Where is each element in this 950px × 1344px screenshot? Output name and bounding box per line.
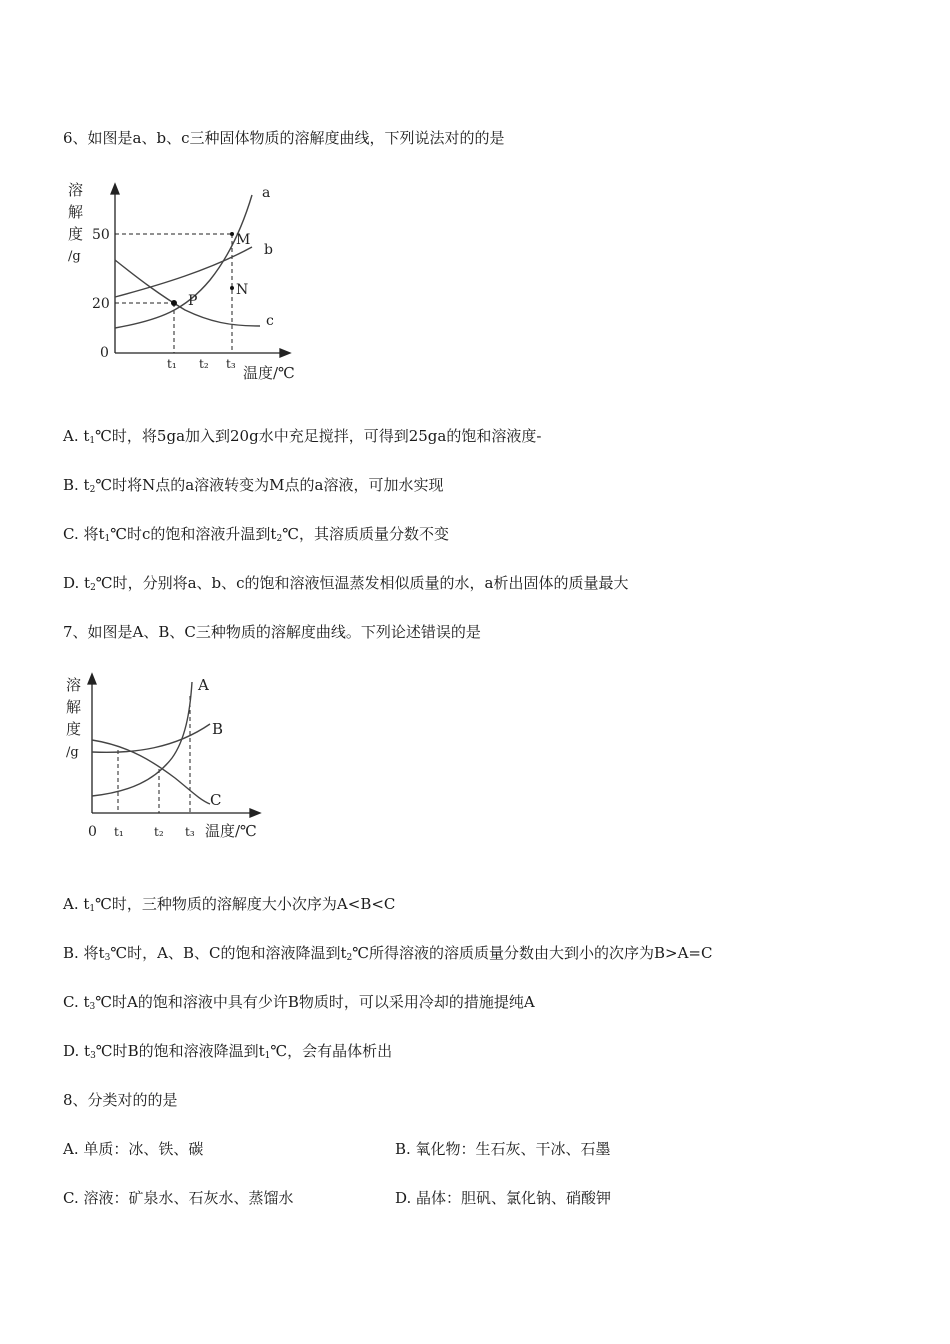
q6-xtick-t1: t₁ (167, 357, 177, 371)
q7-option-b: B. 将$t_3℃$时，A、B、C的饱和溶液降温到$t_2℃$所得溶液的溶质质量分数由大到小的次序为B>A=C (63, 944, 713, 963)
q7-option-c: C. $t_3℃$时A的饱和溶液中具有少许B物质时，可以采用冷却的措施提纯A (63, 993, 535, 1012)
q7-curve-B (92, 724, 210, 752)
q7-curve-C (92, 740, 210, 804)
q7-stem: 7、如图是A、B、C三种物质的溶解度曲线。下列论述错误的是 (63, 623, 481, 641)
q7-xtick-t2: t₂ (154, 825, 164, 839)
q6-ylabel-2: 解 (68, 203, 84, 221)
q6-stem: 6、如图是a、b、c三种固体物质的溶解度曲线，下列说法对的的是 (63, 129, 505, 147)
q8-stem: 8、分类对的的是 (63, 1091, 178, 1109)
q6-xtick-t3: t₃ (226, 357, 236, 371)
q6-ytick-50: 50 (92, 227, 110, 243)
q7-option-d: D. $t_3℃$时B的饱和溶液降温到$t_1℃$，会有晶体析出 (63, 1042, 393, 1061)
q7-curve-label-C: C (210, 791, 222, 809)
q6-origin: 0 (100, 345, 109, 361)
q7-ylabel-4: /g (66, 745, 79, 760)
q7-curve-label-B: B (212, 720, 224, 738)
q7-option-a: A. $t_1℃$时，三种物质的溶解度大小次序为A<B<C (63, 895, 396, 914)
q6-ylabel-3: 度 (68, 225, 84, 243)
q7-xlabel: 温度/℃ (205, 822, 257, 840)
q6-curve-a (115, 195, 252, 328)
q6-solubility-graph (60, 170, 320, 390)
q6-xtick-t2: t₂ (199, 357, 209, 371)
q6-point-M (230, 232, 234, 236)
q6-option-c: C. 将$t_1℃$时c的饱和溶液升温到$t_2℃$，其溶质质量分数不变 (63, 525, 449, 544)
q8-option-a: A. 单质：冰、铁、碳 (63, 1140, 204, 1158)
q6-label-M: M (236, 232, 251, 248)
q7-ylabel-3: 度 (66, 720, 82, 738)
q6-option-a: A. $t_1℃$时，将5ga加入到20g水中充足搅拌，可得到25ga的饱和溶液度- (63, 427, 542, 446)
q8-option-c: C. 溶液：矿泉水、石灰水、蒸馏水 (63, 1189, 294, 1207)
q6-label-N: N (236, 282, 249, 298)
q7-xtick-t3: t₃ (185, 825, 195, 839)
q6-xlabel: 温度/℃ (243, 364, 295, 382)
q6-option-b: B. $t_2℃$时将N点的a溶液转变为M点的a溶液，可加水实现 (63, 476, 444, 495)
q6-ytick-20: 20 (92, 296, 110, 312)
q6-label-P: P (188, 293, 198, 309)
q6-ylabel-1: 溶 (68, 181, 84, 199)
q6-y-axis-arrow (111, 184, 119, 194)
q6-option-d: D. $t_2℃$时，分别将a、b、c的饱和溶液恒温蒸发相似质量的水，a析出固体的质量最大 (63, 574, 629, 593)
q6-point-N (230, 286, 234, 290)
q7-ylabel-2: 解 (66, 698, 82, 716)
q7-x-axis-arrow (250, 809, 260, 817)
q7-xtick-t1: t₁ (114, 825, 124, 839)
q6-curve-label-c: c (266, 313, 274, 329)
q7-origin: 0 (88, 824, 97, 840)
q6-point-P (171, 300, 177, 306)
q7-curve-label-A: A (198, 676, 209, 694)
q6-x-axis-arrow (280, 349, 290, 357)
q8-option-d: D. 晶体：胆矾、氯化钠、硝酸钾 (395, 1189, 612, 1207)
q6-curve-label-a: a (262, 185, 271, 201)
q7-ylabel-1: 溶 (66, 676, 82, 694)
q6-curve-label-b: b (264, 242, 273, 258)
q7-y-axis-arrow (88, 674, 96, 684)
q6-ylabel-4: /g (68, 249, 81, 264)
q8-option-b: B. 氧化物：生石灰、干冰、石墨 (395, 1140, 611, 1158)
q7-solubility-graph (60, 668, 280, 848)
